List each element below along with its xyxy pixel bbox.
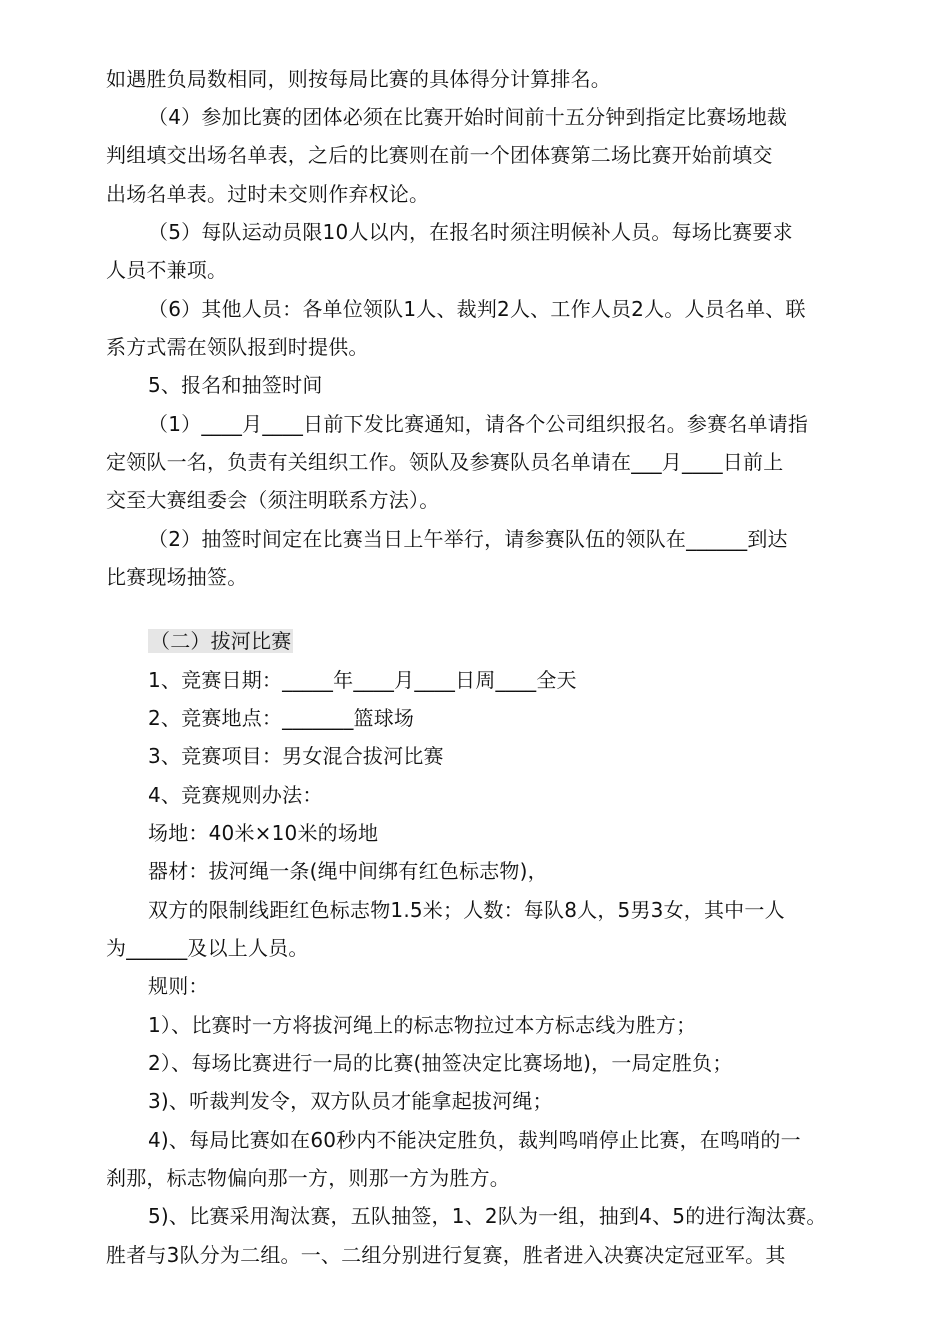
section-subheading: 5、报名和抽签时间 xyxy=(148,373,323,397)
text-line: （4）参加比赛的团体必须在比赛开始时间前十五分钟到指定比赛场地裁 xyxy=(148,105,788,129)
text-line: （2）抽签时间定在比赛当日上午举行，请参赛队伍的领队在______到达 xyxy=(148,527,788,551)
text-line: （5）每队运动员限10人以内，在报名时须注明候补人员。每场比赛要求 xyxy=(148,220,793,244)
section-heading-label: （二）拔河比赛 xyxy=(150,629,292,653)
text-line: 3、竞赛项目：男女混合拔河比赛 xyxy=(148,744,444,768)
text-line: 如遇胜负局数相同，则按每局比赛的具体得分计算排名。 xyxy=(106,67,611,91)
text-line: 交至大赛组委会（须注明联系方法）。 xyxy=(106,488,440,512)
text-line: 双方的限制线距红色标志物1.5米；人数：每队8人，5男3女，其中一人 xyxy=(148,898,785,922)
text-line: 刹那，标志物偏向那一方，则那一方为胜方。 xyxy=(106,1166,510,1190)
text-line: 胜者与3队分为二组。一、二组分别进行复赛，胜者进入决赛决定冠亚军。其 xyxy=(106,1243,786,1267)
text-line: 器材：拔河绳一条(绳中间绑有红色标志物)， xyxy=(148,859,548,883)
section-heading xyxy=(148,627,293,655)
text-line: 5)、比赛采用淘汰赛，五队抽签，1、2队为一组，抽到4、5的进行淘汰赛。 xyxy=(148,1204,827,1228)
text-line: 人员不兼项。 xyxy=(106,258,228,282)
text-line: 2）、每场比赛进行一局的比赛(抽签决定比赛场地)，一局定胜负； xyxy=(148,1051,733,1075)
text-line: （1）____月____日前下发比赛通知，请各个公司组织报名。参赛名单请指 xyxy=(148,412,809,436)
text-line: 判组填交出场名单表，之后的比赛则在前一个团体赛第二场比赛开始前填交 xyxy=(106,143,773,167)
text-line: 出场名单表。过时未交则作弃权论。 xyxy=(106,182,430,206)
text-line: 规则： xyxy=(148,974,209,998)
text-line: 2、竞赛地点：_______篮球场 xyxy=(148,706,415,730)
text-line: 为______及以上人员。 xyxy=(106,936,309,960)
text-line: 比赛现场抽签。 xyxy=(106,565,248,589)
text-line: （6）其他人员：各单位领队1人、裁判2人、工作人员2人。人员名单、联 xyxy=(148,297,806,321)
text-line: 定领队一名，负责有关组织工作。领队及参赛队员名单请在___月____日前上 xyxy=(106,450,784,474)
text-line: 4、竞赛规则办法： xyxy=(148,783,323,807)
text-line: 1）、比赛时一方将拔河绳上的标志物拉过本方标志线为胜方； xyxy=(148,1013,697,1037)
text-line: 场地：40米×10米的场地 xyxy=(148,821,379,845)
text-line: 系方式需在领队报到时提供。 xyxy=(106,335,369,359)
text-line: 1、竞赛日期：_____年____月____日周____全天 xyxy=(148,668,577,692)
text-line: 3)、听裁判发令，双方队员才能拿起拔河绳； xyxy=(148,1089,553,1113)
text-line: 4)、每局比赛如在60秒内不能决定胜负，裁判鸣哨停止比赛，在鸣哨的一 xyxy=(148,1128,801,1152)
